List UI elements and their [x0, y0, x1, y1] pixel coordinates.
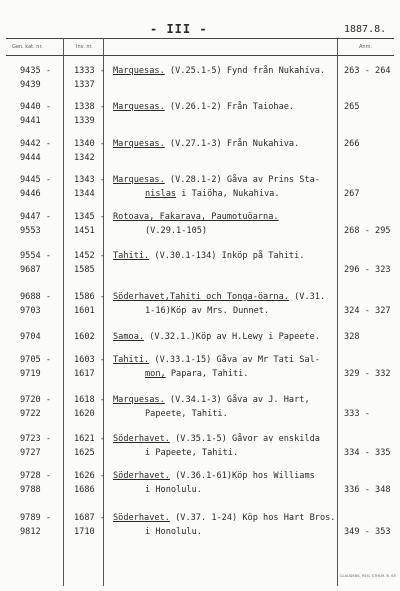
table-row	[0, 432, 400, 462]
table-row	[0, 511, 400, 541]
anm-note: 263 - 264	[344, 66, 391, 76]
page-title: - III -	[150, 22, 208, 36]
gen-kat-nr: 9720 -	[20, 395, 52, 405]
description-line-1	[113, 469, 315, 483]
inv-nr: 1333 -	[74, 66, 106, 76]
anm-note-cont: 329 - 332	[344, 369, 391, 379]
gen-kat-nr-end: 9687	[20, 265, 41, 275]
gen-kat-nr: 9554 -	[20, 251, 52, 261]
inv-nr: 1618 -	[74, 395, 106, 405]
description-heading: Tahiti.	[113, 355, 150, 365]
description-text: (V.34.1-3) Gåva av J. Hart,	[164, 395, 310, 405]
gen-kat-nr-end: 9444	[20, 153, 41, 163]
description-line-2	[145, 483, 202, 497]
description-line-1	[113, 249, 304, 263]
inv-nr-end: 1337	[74, 80, 95, 90]
description-line-2	[145, 224, 207, 238]
anm-note-cont: 336 - 348	[344, 485, 391, 495]
description-line-2	[145, 446, 238, 460]
description-line-1	[113, 511, 336, 525]
description-line-2	[145, 525, 202, 539]
top-rule	[6, 38, 394, 39]
description-line-1	[113, 393, 310, 407]
inv-nr: 1343 -	[74, 175, 106, 185]
description-line-1	[113, 173, 320, 187]
description-text: (V.25.1-5) Fynd från Nukahiva.	[164, 66, 326, 76]
description-text: (V.26.1-2) Från Taiohae.	[164, 102, 295, 112]
description-heading: Marquesas.	[113, 66, 165, 76]
gen-kat-nr: 9435 -	[20, 66, 52, 76]
table-row	[0, 210, 400, 240]
description-line-1	[113, 330, 320, 344]
table-row	[0, 249, 400, 279]
table-row	[0, 469, 400, 499]
description-text: (V.33.1-15) Gåva av Mr Tati Sal-	[149, 355, 320, 365]
anm-note-cont: 334 - 335	[344, 448, 391, 458]
description-line-1	[113, 64, 325, 78]
inv-nr-end: 1344	[74, 189, 95, 199]
description-heading: Samoa.	[113, 332, 145, 342]
table-row	[0, 64, 400, 94]
anm-note-cont: 324 - 327	[344, 306, 391, 316]
description-text: (V.37. 1-24) Köp hos Hart Bros.	[169, 513, 336, 523]
description-heading: Söderhavet,Tahiti och Tonga-öarna.	[113, 292, 289, 302]
inv-nr-end: 1342	[74, 153, 95, 163]
inv-nr: 1340 -	[74, 139, 106, 149]
inv-nr: 1586 -	[74, 292, 106, 302]
table-row	[0, 290, 400, 320]
anm-note: 328	[344, 332, 360, 342]
anm-note-cont: 268 - 295	[344, 226, 391, 236]
description-text-cont: i Taiöha, Nukahiva.	[176, 189, 280, 199]
description-heading: Marquesas.	[113, 139, 165, 149]
description-heading: Söderhavet.	[113, 434, 170, 444]
table-row	[0, 137, 400, 167]
description-line-1	[113, 432, 320, 446]
gen-kat-nr-end: 9719	[20, 369, 41, 379]
description-text: (V.36.1-61)Köp hos Williams	[169, 471, 315, 481]
gen-kat-nr: 9442 -	[20, 139, 52, 149]
table-row	[0, 353, 400, 383]
description-text-cont: i Honolulu.	[145, 527, 202, 537]
anm-note-cont: 267	[344, 189, 360, 199]
description-text-cont: 1-16)Köp av Mrs. Dunnet.	[145, 306, 270, 316]
inv-nr-end: 1601	[74, 306, 95, 316]
description-heading: Marquesas.	[113, 395, 165, 405]
gen-kat-nr-end: 9788	[20, 485, 41, 495]
inv-nr-end: 1339	[74, 116, 95, 126]
description-heading: Marquesas.	[113, 102, 165, 112]
anm-note: 265	[344, 102, 360, 112]
description-line-1	[113, 353, 320, 367]
inv-nr: 1621 -	[74, 434, 106, 444]
column-header-gen: Gen. kat. nr.	[12, 44, 43, 50]
gen-kat-nr-end: 9553	[20, 226, 41, 236]
inv-nr: 1452 -	[74, 251, 106, 261]
description-line-1	[113, 290, 325, 304]
inv-nr-end: 1585	[74, 265, 95, 275]
inv-nr: 1345 -	[74, 212, 106, 222]
description-heading: Marquesas.	[113, 175, 165, 185]
description-heading: Söderhavet.	[113, 513, 170, 523]
inv-nr: 1687 -	[74, 513, 106, 523]
description-heading: Tahiti.	[113, 251, 150, 261]
column-header-anm: Anm.	[359, 44, 373, 50]
description-line-2	[145, 367, 249, 381]
inv-nr-end: 1451	[74, 226, 95, 236]
anm-note-cont: 333 -	[344, 409, 370, 419]
page-date: 1887.8.	[344, 24, 387, 35]
gen-kat-nr: 9705 -	[20, 355, 52, 365]
gen-kat-nr-end: 9439	[20, 80, 41, 90]
description-line-1	[113, 210, 279, 224]
description-text: (V.27.1-3) Från Nukahiva.	[164, 139, 300, 149]
table-row	[0, 100, 400, 130]
gen-kat-nr: 9688 -	[20, 292, 52, 302]
printer-imprint: CLAUDENS, REG. STHLM. B. 63	[340, 574, 396, 578]
inv-nr-end: 1686	[74, 485, 95, 495]
description-heading-cont: mon,	[145, 369, 166, 379]
description-text: (V.28.1-2) Gåva av Prins Sta-	[164, 175, 320, 185]
description-line-2	[145, 187, 280, 201]
description-text: (V.31.	[288, 292, 326, 302]
anm-note-cont: 296 - 323	[344, 265, 391, 275]
anm-note: 266	[344, 139, 360, 149]
gen-kat-nr: 9447 -	[20, 212, 52, 222]
inv-nr: 1338 -	[74, 102, 106, 112]
inv-nr-end: 1620	[74, 409, 95, 419]
description-text-cont: Papara, Tahiti.	[165, 369, 249, 379]
description-line-2	[145, 304, 269, 318]
description-heading: Rotoava, Fakarava, Paumotuöarna.	[113, 212, 279, 222]
description-text-cont: i Honolulu.	[145, 485, 202, 495]
description-line-2	[145, 407, 228, 421]
gen-kat-nr-end: 9446	[20, 189, 41, 199]
description-text-cont: Papeete, Tahiti.	[145, 409, 228, 419]
inv-nr-end: 1710	[74, 527, 95, 537]
table-row	[0, 393, 400, 423]
gen-kat-nr: 9728 -	[20, 471, 52, 481]
gen-kat-nr: 9723 -	[20, 434, 52, 444]
description-text: (V.35.1-5) Gåvor av enskilda	[169, 434, 320, 444]
table-row	[0, 173, 400, 203]
gen-kat-nr: 9789 -	[20, 513, 52, 523]
description-text-cont: (V.29.1-105)	[145, 226, 208, 236]
description-heading-cont: nislas	[145, 189, 177, 199]
gen-kat-nr-end: 9722	[20, 409, 41, 419]
inv-nr: 1626 -	[74, 471, 106, 481]
header-rule	[6, 55, 394, 56]
anm-note-cont: 349 - 353	[344, 527, 391, 537]
gen-kat-nr: 9440 -	[20, 102, 52, 112]
description-text: (V.32.1.)Köp av H.Lewy i Papeete.	[144, 332, 320, 342]
gen-kat-nr-end: 9703	[20, 306, 41, 316]
description-text: (V.30.1-134) Inköp på Tahiti.	[149, 251, 305, 261]
gen-kat-nr-end: 9812	[20, 527, 41, 537]
gen-kat-nr-end: 9727	[20, 448, 41, 458]
description-text-cont: i Papeete, Tahiti.	[145, 448, 239, 458]
description-heading: Söderhavet.	[113, 471, 170, 481]
inv-nr: 1602	[74, 332, 95, 342]
inv-nr-end: 1617	[74, 369, 95, 379]
description-line-1	[113, 137, 299, 151]
inv-nr: 1603 -	[74, 355, 106, 365]
description-line-1	[113, 100, 294, 114]
gen-kat-nr: 9445 -	[20, 175, 52, 185]
gen-kat-nr: 9704	[20, 332, 41, 342]
column-header-inv: Inv. nr.	[76, 44, 93, 50]
gen-kat-nr-end: 9441	[20, 116, 41, 126]
inv-nr-end: 1625	[74, 448, 95, 458]
